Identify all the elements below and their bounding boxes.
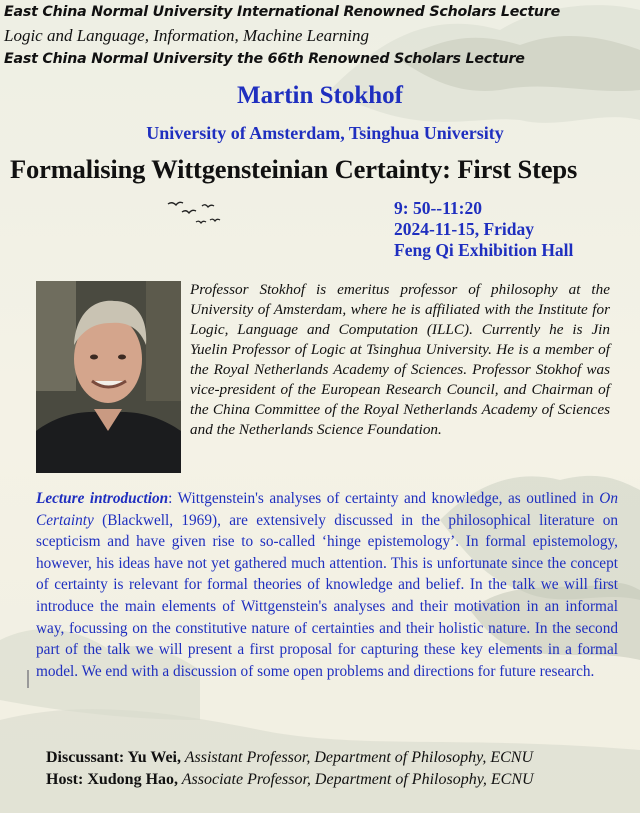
lecture-introduction <box>36 488 618 682</box>
speaker-affiliation: University of Amsterdam, Tsinghua University <box>146 123 504 143</box>
discussant-name: Discussant: Yu Wei, <box>46 749 181 766</box>
host-role: Associate Professor, Department of Philosophy, ECNU <box>178 771 534 788</box>
lecture-series-title: East China Normal University International Renowned Scholars Lecture <box>4 4 561 20</box>
lecture-intro-label: Lecture introduction <box>36 490 169 507</box>
talk-title: Formalising Wittgensteinian Certainty: First Steps <box>10 154 578 184</box>
event-date: 2024-11-15, Friday <box>394 219 534 239</box>
host-name: Host: Xudong Hao, <box>46 771 179 788</box>
margin-mark <box>27 670 29 688</box>
lecture-intro-text-b: (Blackwell, 1969), are extensively discussed in the philosophical literature on scepticism and have given rise to so-called ‘hinge epistemology’. In formal epistemology, however, his ideas have not yet gathered much attention. This is unfortunate since the concept of certainty is relevant for formal theories of knowledge and belief. In the talk we will first introduce the main elements of Wittgenstein's analyses and their motivation in an informal way, focussing on the constitutive nature of certainties and their holistic nature. In the second part of the talk we will present a first proposal for capturing these key elements in a formal model. We end with a discussion of some open problems and directions for future research. <box>36 511 618 680</box>
event-time: 9: 50--11:20 <box>394 198 482 218</box>
lecture-intro-colon: : <box>168 490 173 507</box>
discussant-role: Assistant Professor, Department of Philosophy, ECNU <box>181 749 534 766</box>
lecture-series-topics: Logic and Language, Information, Machine Learning <box>4 26 370 45</box>
lecture-series-number: East China Normal University the 66th Renowned Scholars Lecture <box>4 51 525 67</box>
speaker-name: Martin Stokhof <box>237 82 403 109</box>
lecture-intro-text-a: Wittgenstein's analyses of certainty and knowledge, as outlined in <box>172 490 600 507</box>
book-title: On Certainty <box>36 490 618 529</box>
discussant-line <box>46 749 533 767</box>
event-venue: Feng Qi Exhibition Hall <box>394 240 574 260</box>
host-line <box>46 771 534 789</box>
event-details <box>394 198 573 261</box>
birds-icon <box>160 196 230 232</box>
speaker-photo <box>36 281 181 473</box>
speaker-bio: Professor Stokhof is emeritus professor of philosophy at the University of Amsterdam, where he is affiliated with the Institute for Logic, Language and Computation (ILLC). Currently he is Jin Yuelin Professor of Logic at Tsinghua University. He is a member of the Royal Netherlands Academy of Sciences. Professor Stokhof was vice-president of the European Research Council, and Chairman of the China Committee of the Royal Netherlands Academy of Sciences and the Netherlands Science Foundation. <box>190 281 610 438</box>
